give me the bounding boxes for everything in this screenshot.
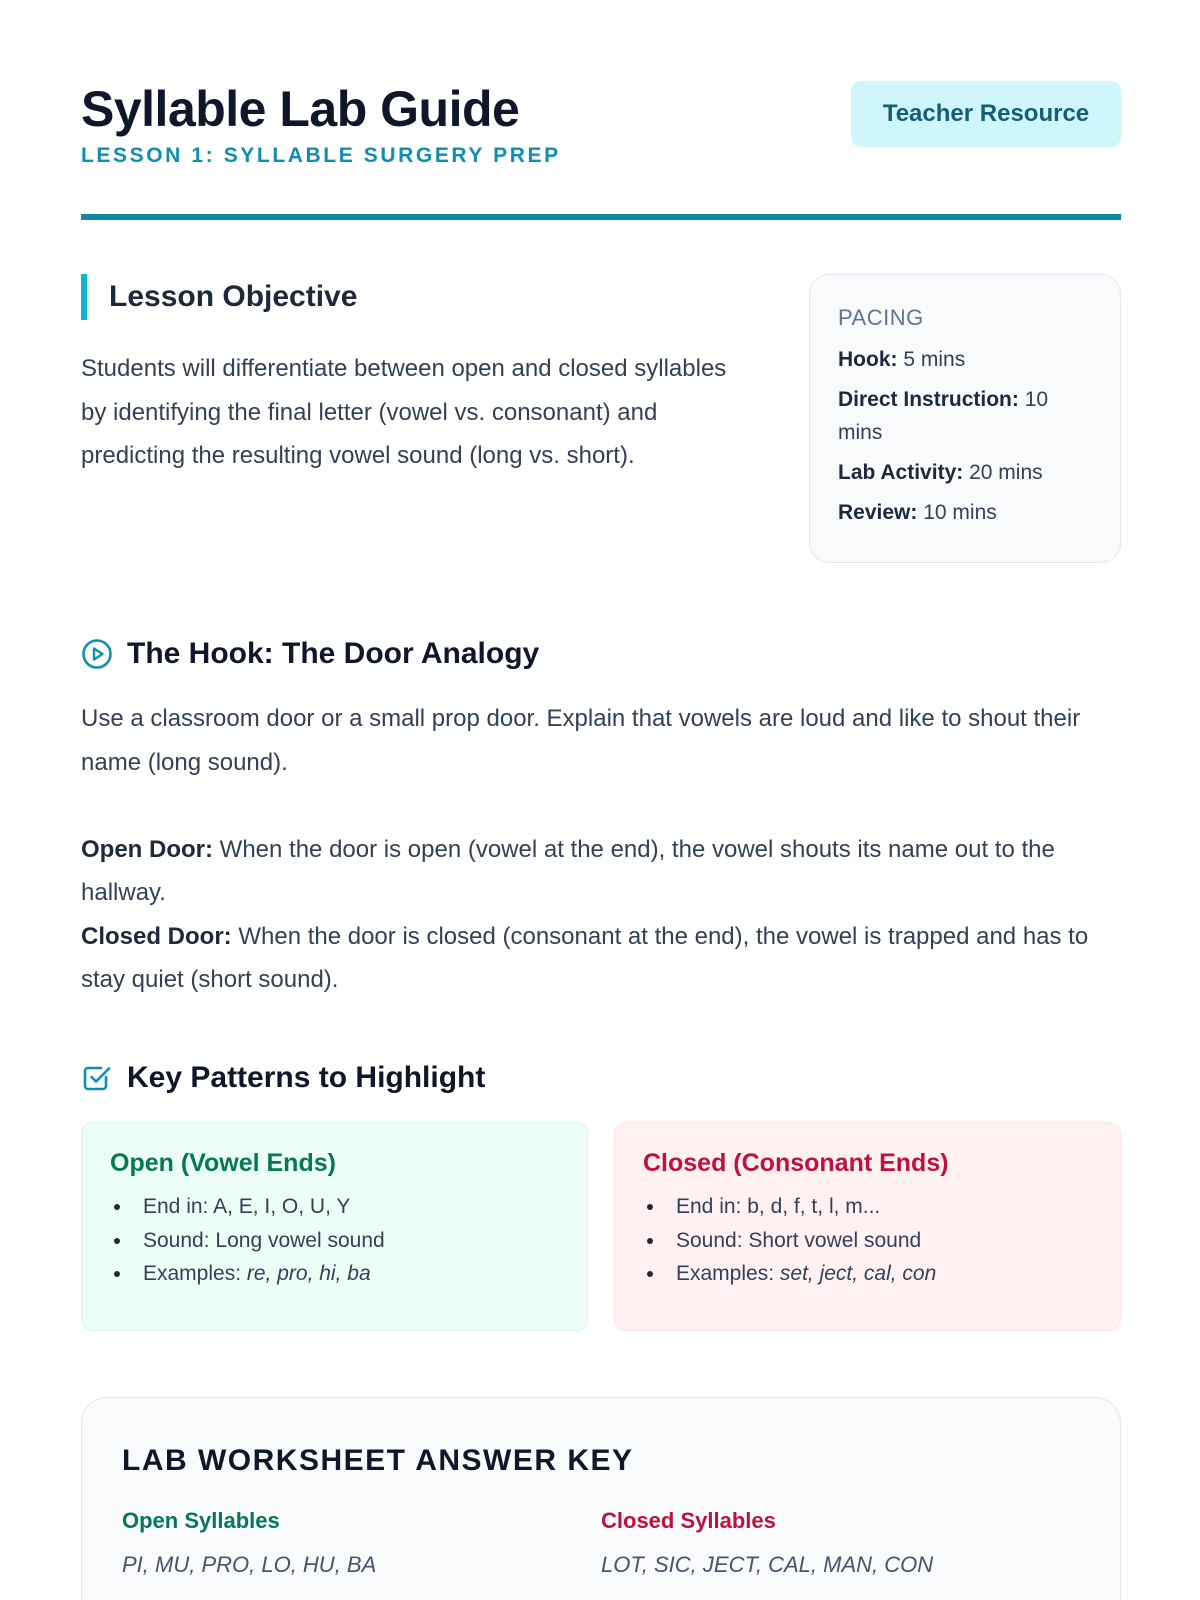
closed-syllables-heading: Closed Syllables bbox=[601, 1508, 776, 1533]
open-card-title: Open (Vowel Ends) bbox=[110, 1149, 336, 1177]
lesson-subtitle: LESSON 1: SYLLABLE SURGERY PREP bbox=[81, 144, 561, 167]
checkbox-icon bbox=[81, 1062, 113, 1094]
pacing-item-name: Lab Activity: bbox=[838, 461, 964, 484]
pacing-card bbox=[809, 274, 1121, 563]
pacing-label: PACING bbox=[838, 305, 924, 330]
objective-text: Students will differentiate between open and closed syllables by identifying the final letter (vowel vs. consonant) and predicting the resulting vowel sound (long vs. short). bbox=[81, 355, 727, 469]
pacing-item-value: 5 mins bbox=[903, 348, 966, 371]
pacing-item-name: Direct Instruction: bbox=[838, 388, 1019, 411]
closed-pattern-list bbox=[643, 1190, 1092, 1291]
patterns-heading bbox=[81, 1058, 485, 1098]
closed-door-paragraph bbox=[81, 915, 1121, 1002]
open-syllables-column bbox=[122, 1508, 601, 1578]
pacing-item-lab-activity bbox=[838, 456, 1094, 489]
pacing-item-name: Review: bbox=[838, 501, 918, 524]
hook-body bbox=[81, 697, 1121, 1002]
closed-door-text: When the door is closed (consonant at the end), the vowel is trapped and has to stay quiet (short sound). bbox=[81, 922, 1089, 993]
pacing-item-direct-instruction bbox=[838, 383, 1094, 449]
pacing-item-value: 10 mins bbox=[838, 388, 1049, 444]
open-pattern-list bbox=[110, 1190, 559, 1291]
hook-heading bbox=[81, 634, 539, 674]
open-pattern-card bbox=[81, 1122, 588, 1331]
pacing-item-review bbox=[838, 496, 1094, 529]
list-item: Examples: re, pro, hi, ba bbox=[110, 1257, 559, 1291]
closed-syllables-values: LOT, SIC, JECT, CAL, MAN, CON bbox=[601, 1552, 934, 1577]
header-divider bbox=[81, 214, 1121, 220]
open-syllables-values: PI, MU, PRO, LO, HU, BA bbox=[122, 1552, 377, 1577]
open-door-label: Open Door: bbox=[81, 835, 213, 863]
closed-door-label: Closed Door: bbox=[81, 922, 232, 950]
hook-intro: Use a classroom door or a small prop door. Explain that vowels are loud and like to shout their name (long sound). bbox=[81, 705, 1081, 776]
patterns-heading-text: Key Patterns to Highlight bbox=[127, 1061, 486, 1094]
open-door-text: When the door is open (vowel at the end), the vowel shouts its name out to the hallway. bbox=[81, 835, 1055, 906]
answer-key-columns bbox=[122, 1508, 1080, 1578]
teacher-resource-badge: Teacher Resource bbox=[851, 81, 1121, 147]
answer-key-title: LAB WORKSHEET ANSWER KEY bbox=[122, 1444, 634, 1477]
answer-key-card bbox=[81, 1397, 1121, 1600]
pacing-item-name: Hook: bbox=[838, 348, 898, 371]
pacing-item-value: 10 mins bbox=[923, 501, 997, 524]
objective-heading: Lesson Objective bbox=[81, 274, 357, 320]
header bbox=[81, 80, 1121, 180]
list-item: End in: A, E, I, O, U, Y bbox=[110, 1190, 559, 1224]
closed-syllables-column bbox=[601, 1508, 1080, 1578]
pacing-item-hook bbox=[838, 343, 1094, 376]
pacing-item-value: 20 mins bbox=[969, 461, 1043, 484]
closed-card-title: Closed (Consonant Ends) bbox=[643, 1149, 949, 1177]
page-title: Syllable Lab Guide bbox=[81, 81, 520, 137]
closed-pattern-card bbox=[614, 1122, 1121, 1331]
play-circle-icon bbox=[81, 638, 113, 670]
open-syllables-heading: Open Syllables bbox=[122, 1508, 280, 1533]
list-item: Examples: set, ject, cal, con bbox=[643, 1257, 1092, 1291]
list-item: Sound: Long vowel sound bbox=[110, 1224, 559, 1258]
open-door-paragraph bbox=[81, 828, 1121, 915]
hook-heading-text: The Hook: The Door Analogy bbox=[127, 637, 540, 670]
lesson-guide-page bbox=[81, 0, 1121, 1600]
list-item: Sound: Short vowel sound bbox=[643, 1224, 1092, 1258]
list-item: End in: b, d, f, t, l, m... bbox=[643, 1190, 1092, 1224]
